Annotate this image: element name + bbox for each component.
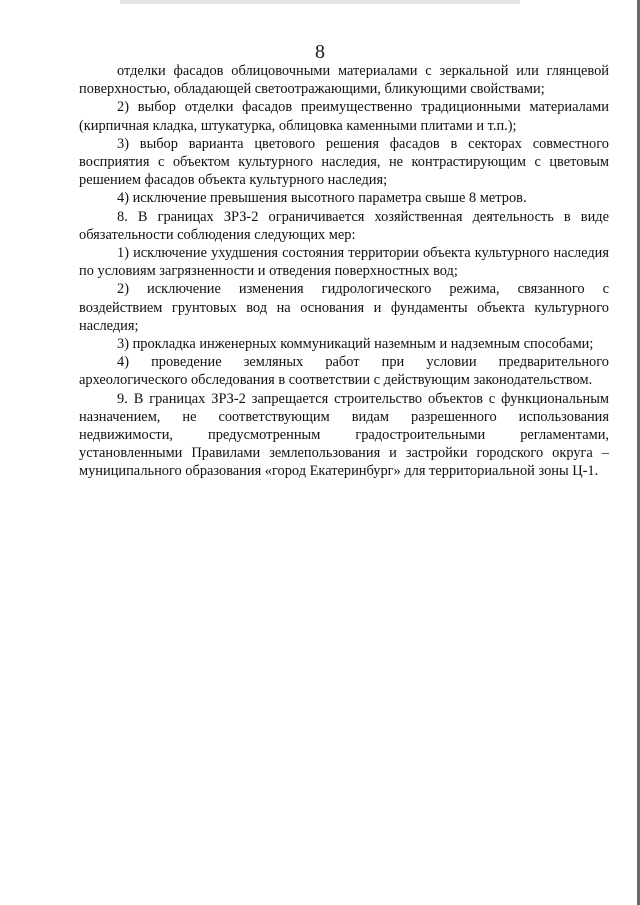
paragraph-section-8-item-3: 3) прокладка инженерных коммуникаций наземным и надземным способами; <box>117 336 594 353</box>
paragraph-section-8-item-2: 2) исключение изменения гидрологического режима, связанного с воздействием грунтовых вод на основания и фундаменты объекта культурного наследия; <box>79 281 609 334</box>
paragraph-section-8-item-4: 4) проведение земляных работ при условии предварительного археологического обследования в соответствии с действующим законодательством. <box>79 354 609 389</box>
page-number: 8 <box>315 41 325 63</box>
paragraph-continuation: отделки фасадов облицовочными материалами с зеркальной или глянцевой поверхностью, обладающей светоотражающими, бликующими свойствами; <box>79 63 609 98</box>
paragraph-item-2-facade-materials: 2) выбор отделки фасадов преимущественно традиционными материалами (кирпичная кладка, штукатурка, облицовка каменными плитами и т.п.); <box>79 99 609 134</box>
paragraph-item-3-color-solution: 3) выбор варианта цветового решения фасадов в секторах совместного восприятия с объектом культурного наследия, не контрастирующим с цветовым решением фасадов объекта культурного наследия; <box>79 135 609 189</box>
paragraph-item-4-height-limit: 4) исключение превышения высотного параметра свыше 8 метров. <box>117 190 527 207</box>
paragraph-section-8-item-1: 1) исключение ухудшения состояния территории объекта культурного наследия по условиям загрязненности и отведения поверхностных вод; <box>79 245 609 280</box>
paragraph-section-9: 9. В границах ЗРЗ-2 запрещается строительство объектов с функциональным назначением, не соответствующим видам разрешенного использования недвижимости, предусмотренным градостроительными регламентами, установленными Правилами землепользования и застройки городского округа – муниципального образования «город Екатеринбург» для территориальной зоны Ц-1. <box>79 390 609 480</box>
scan-top-shadow <box>120 0 520 4</box>
paragraph-section-8: 8. В границах ЗРЗ-2 ограничивается хозяйственная деятельность в виде обязательности соблюдения следующих мер: <box>79 208 609 243</box>
document-body <box>79 62 609 481</box>
